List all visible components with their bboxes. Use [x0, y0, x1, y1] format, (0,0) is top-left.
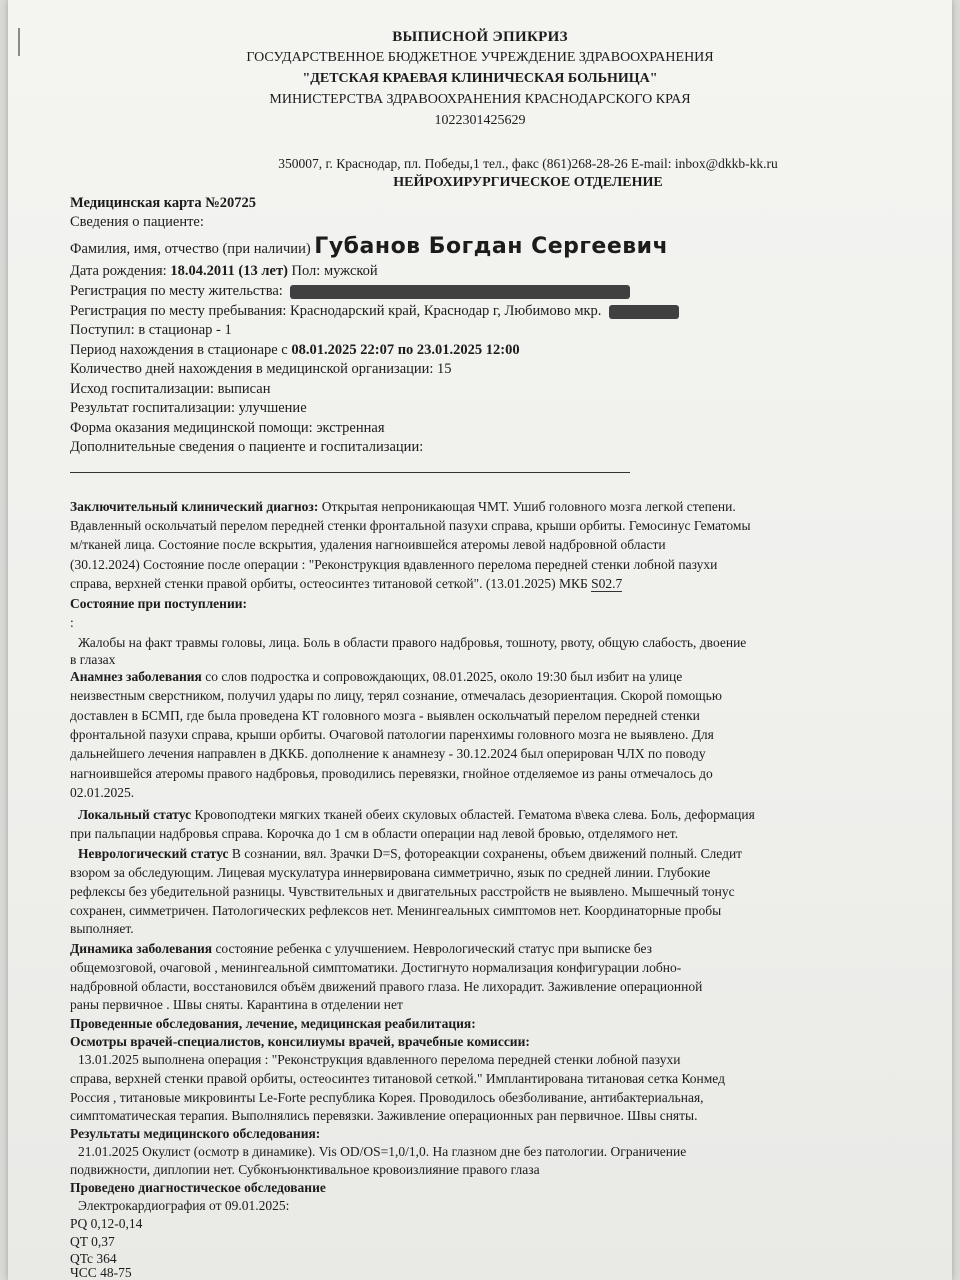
- discharge-document: [8, 0, 952, 1280]
- birth-date-label: Дата рождения:: [70, 263, 167, 279]
- admission-colon: :: [70, 615, 74, 630]
- treatment-line-4: симптоматическая терапия. Выполнялись перевязки. Заживление операционных ран первичное. Швы сняты.: [70, 1108, 698, 1123]
- sex: Пол: мужской: [291, 263, 378, 279]
- treatment-label: Проведенные обследования, лечение, медицинская реабилитация:: [70, 1016, 476, 1031]
- care-form: Форма оказания медицинской помощи: экстренная: [70, 420, 385, 436]
- patient-name-row: [70, 234, 669, 259]
- redacted-address-part: [609, 305, 679, 319]
- patient-name: Губанов Богдан Сергеевич: [314, 234, 669, 259]
- ecg-label: Электрокардиография от 09.01.2025:: [78, 1198, 290, 1213]
- diagnosis-text-1: Открытая непроникающая ЧМТ. Ушиб головного мозга легкой степени.: [321, 499, 736, 514]
- anamnesis-line-2: неизвестным сверстником, получил удары по лицу, терял сознание, отмечалась дезориентация. Скорой помощью: [70, 688, 722, 703]
- org-line-1: ГОСУДАРСТВЕННОЕ БЮДЖЕТНОЕ УЧРЕЖДЕНИЕ ЗДРАВООХРАНЕНИЯ: [246, 50, 714, 65]
- admission-state-label: Состояние при поступлении:: [70, 596, 248, 611]
- patient-info-label: Сведения о пациенте:: [70, 214, 204, 230]
- admitted: Поступил: в стационар - 1: [70, 322, 232, 338]
- diagnosis-line-3: м/тканей лица. Состояние после вскрытия, удаления нагноившейся атеромы левой надбровной области: [70, 537, 666, 552]
- patient-name-label: Фамилия, имя, отчество (при наличии): [70, 241, 311, 257]
- diagnosis-line-4: (30.12.2024) Состояние после операции : "Реконструкция вдавленного перелома передней стенки лобной пазухи: [70, 557, 718, 572]
- dynamics-line-4: раны первичное . Швы сняты. Карантина в отделении нет: [70, 997, 403, 1012]
- hospitalization-outcome: Исход госпитализации: выписан: [70, 381, 271, 397]
- period-label: Период нахождения в стационаре с: [70, 342, 288, 358]
- mkb-code: S02.7: [591, 576, 623, 591]
- address-line: 350007, г. Краснодар, пл. Победы,1 тел., факс (861)268-28-26 E-mail: inbox@dkkb-kk.ru: [278, 156, 778, 171]
- consultations-label: Осмотры врачей-специалистов, консилиумы врачей, врачебные комиссии:: [70, 1034, 530, 1049]
- ecg-pq: PQ 0,12-0,14: [70, 1216, 143, 1231]
- complaints-line-1: Жалобы на факт травмы головы, лица. Боль в области правого надбровья, тошноту, рвоту, общую слабость, двоение: [78, 635, 747, 650]
- org-line-3: МИНИСТЕРСТВА ЗДРАВООХРАНЕНИЯ КРАСНОДАРСКОГО КРАЯ: [269, 92, 691, 107]
- anamnesis-line-6: нагноившейся атеромы правого надбровья, проводились перевязки, гнойное отделяемое из раны отмечалось до: [70, 766, 713, 781]
- birth-date-value: 18.04.2011 (13 лет): [170, 263, 288, 279]
- ecg-hr: ЧСС 48-75: [70, 1265, 132, 1280]
- neuro-status-line-1: [78, 845, 742, 863]
- days-count: Количество дней нахождения в медицинской организации: 15: [70, 361, 452, 377]
- residence-registration: [70, 282, 630, 300]
- redacted-address: [290, 285, 630, 299]
- diagnosis-line-2: Вдавленный оскольчатый перелом передней стенки фронтальной пазухи справа, крыши орбиты. Гемосинус Гематомы: [70, 518, 751, 533]
- residence-label: Регистрация по месту жительства:: [70, 283, 283, 299]
- dynamics-label: Динамика заболевания: [70, 941, 213, 956]
- results-line-2: подвижности, диплопии нет. Субконъюнктивальное кровоизлияние правого глаза: [70, 1162, 540, 1177]
- neuro-status-line-2: взором за обследующим. Лицевая мускулатура иннервирована симметрично, язык по средней линии. Глубокие: [70, 865, 711, 880]
- local-status-label: Локальный статус: [78, 807, 192, 822]
- birth-date-row: [70, 262, 378, 280]
- hospital-period: [70, 341, 520, 359]
- hospitalization-result: Результат госпитализации: улучшение: [70, 400, 307, 416]
- dynamics-line-1: [70, 940, 652, 958]
- additional-info: Дополнительные сведения о пациенте и госпитализации:: [70, 439, 424, 455]
- exam-results-label: Результаты медицинского обследования:: [70, 1126, 321, 1141]
- stay-registration: [70, 302, 679, 320]
- document-title: ВЫПИСНОЙ ЭПИКРИЗ: [392, 29, 568, 45]
- anamnesis-line-4: фронтальной пазухи справа, крыши орбиты. Очаговой патологии паренхимы головного мозга не выявлено. Для: [70, 727, 714, 742]
- diagnosis-text-5: справа, верхней стенки правой орбиты, остеосинтез титановой сеткой". (13.01.2025) МКБ: [70, 576, 588, 591]
- anamnesis-label: Анамнез заболевания: [70, 669, 202, 684]
- local-status-text-1: Кровоподтеки мягких тканей обеих скуловых областей. Гематома в\века слева. Боль, деформация: [194, 807, 755, 822]
- neuro-status-line-5: выполняет.: [70, 921, 134, 936]
- anamnesis-text-1: со слов подростка и сопровождающих, 08.01.2025, около 19:30 был избит на улице: [205, 669, 683, 684]
- medical-card-number: Медицинская карта №20725: [70, 195, 257, 211]
- local-status-line-2: при пальпации надбровья справа. Корочка до 1 см в области операции над левой бровью, отделямого нет.: [70, 826, 679, 841]
- ecg-qt: QT 0,37: [70, 1234, 115, 1249]
- anamnesis-line-1: [70, 668, 682, 686]
- org-line-2: "ДЕТСКАЯ КРАЕВАЯ КЛИНИЧЕСКАЯ БОЛЬНИЦА": [302, 71, 658, 86]
- neuro-status-line-3: рефлексы без убедительной разницы. Чувствительных и двигательных расстройств не выявлено. Мышечный тонус: [70, 884, 735, 899]
- results-line-1: 21.01.2025 Окулист (осмотр в динамике). Vis OD/OS=1,0/1,0. На глазном дне без патологии. Ограничение: [78, 1144, 687, 1159]
- anamnesis-line-3: доставлен в БСМП, где была проведена КТ головного мозга - выявлен оскольчатый перелом передней стенки: [70, 708, 700, 723]
- diagnostics-label: Проведено диагностическое обследование: [70, 1180, 326, 1195]
- dynamics-line-3: надбровной области, восстановился объём движений правого глаза. Не лихорадит. Заживление операционной: [70, 979, 703, 994]
- treatment-line-2: справа, верхней стенки правой орбиты, остеосинтез титановой сеткой." Имплантирована титановая сетка Конмед: [70, 1071, 725, 1086]
- stay-label: Регистрация по месту пребывания:: [70, 303, 287, 319]
- diagnosis-line-1: [70, 498, 736, 516]
- treatment-line-3: Россия , титановые микровинты Le-Forte республика Корея. Проводилось обезболивание, антибактериальная,: [70, 1090, 704, 1105]
- ecg-qtc: QTc 364: [70, 1251, 117, 1266]
- neuro-status-text-1: В сознании, вял. Зрачки D=S, фотореакции сохранены, объем движений полный. Следит: [231, 846, 743, 861]
- neuro-status-line-4: сохранен, симметричен. Патологических рефлексов нет. Менингеальных симптомов нет. Координаторные пробы: [70, 903, 722, 918]
- department: НЕЙРОХИРУРГИЧЕСКОЕ ОТДЕЛЕНИЕ: [393, 175, 663, 190]
- stay-value: Краснодарский край, Краснодар г, Любимово мкр.: [290, 303, 602, 319]
- anamnesis-line-5: дальнейшего лечения направлен в ДККБ. дополнение к анамнезу - 30.12.2024 был оперирован ЧЛХ по поводу: [70, 746, 706, 761]
- dynamics-text-1: состояние ребенка с улучшением. Неврологический статус при выписке без: [215, 941, 652, 956]
- dynamics-line-2: общемозговой, очаговой , менингеальной симптоматики. Достигнуто нормализация конфигурации лобно-: [70, 960, 682, 975]
- divider-line: [70, 472, 630, 473]
- ogrn: 1022301425629: [434, 113, 526, 128]
- local-status-line-1: [78, 806, 755, 824]
- diagnosis-label: Заключительный клинический диагноз:: [70, 499, 319, 514]
- diagnosis-line-5: [70, 575, 622, 593]
- treatment-line-1: 13.01.2025 выполнена операция : "Реконструкция вдавленного перелома передней стенки лобной пазухи: [78, 1052, 681, 1067]
- neuro-status-label: Неврологический статус: [78, 846, 229, 861]
- complaints-line-2: в глазах: [70, 652, 116, 667]
- anamnesis-line-7: 02.01.2025.: [70, 785, 135, 800]
- period-value: 08.01.2025 22:07 по 23.01.2025 12:00: [291, 342, 520, 358]
